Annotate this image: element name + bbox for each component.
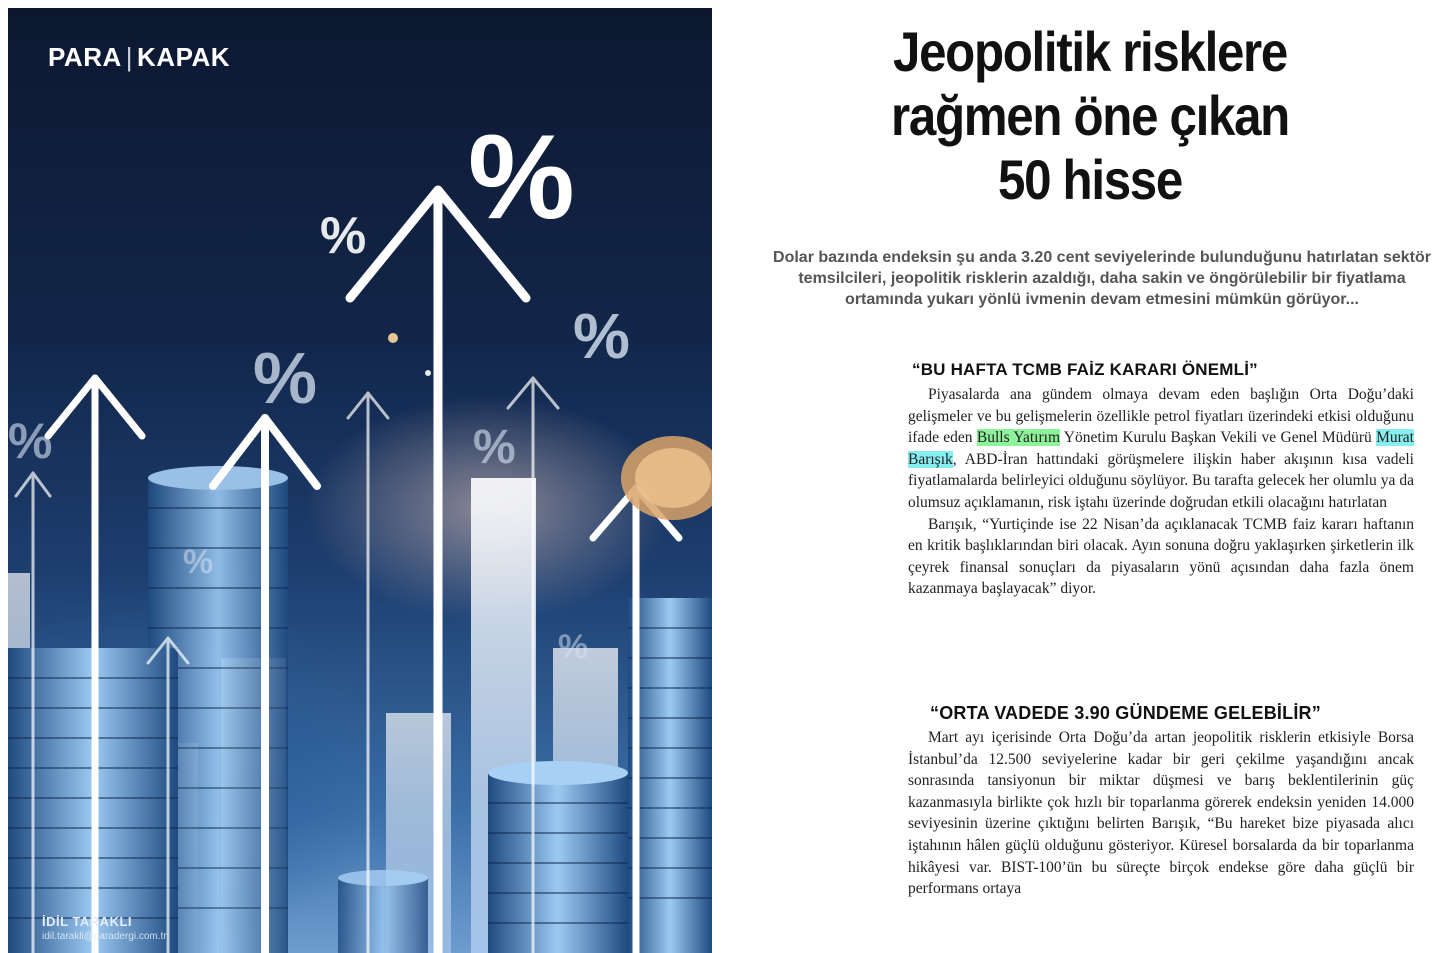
author-email[interactable]: idil.tarakli@paradergi.com.tr <box>42 931 167 942</box>
paragraph-2: Barışık, “Yurtiçinde ise 22 Nisan’da açıklanacak TCMB faiz kararı haftanın en kritik başlıklarından biri olacak. Ayın sonuna doğru yaklaşırken şirketlerin ilk çeyrek finansal sonuçları da piyasaların yönü açısından daha fazla önem kazanmaya başlayacak” diyor. <box>908 515 1414 598</box>
paragraph-3: Mart ayı içerisinde Orta Doğu’da artan jeopolitik risklerin etkisiyle Borsa İstanbul’da 12.500 seviyelerine kadar bir geri çekilme yaşandığını ancak sonrasında tansiyonun bir miktar düşmesi ve barış beklentilerinin güç kazanmasıyla birlikte çok hızlı bir toparlanma görerek endeksin yeniden 14.000 seviyesinin üzerine çıktığını belirten Barışık, “Bu hareket bize piyasada alıcı iştahının hâlen güçlü olduğunu gösteriyor. Küresel borsalarda da bir toparlanma hikâyesi var. BIST-100’ün bu süreçte birçok endekse göre daha güçlü bir performans ortaya <box>908 729 1414 898</box>
percent-icon: % <box>573 300 630 372</box>
lead-paragraph: Dolar bazında endeksin şu anda 3.20 cent seviyelerinde bulunduğunu hatırlatan sektör temsilcileri, jeopolitik risklerin azaldığı, daha sakin ve öngörülebilir bir fiyatlama ortamında yukarı yönlü ivmenin devam etmesini mümkün görüyor... <box>773 249 1431 308</box>
percent-icon: % <box>558 628 589 666</box>
author-name: İDİL TARAKLI <box>42 914 133 929</box>
arrow-up-thin-2 <box>348 393 388 953</box>
percent-icon-large: % <box>468 110 575 244</box>
percent-icon: % <box>253 339 318 419</box>
light-sparkle <box>425 370 431 376</box>
coin-stack-small <box>338 870 428 953</box>
light-sparkle <box>388 333 398 343</box>
percent-icon: % <box>8 413 53 469</box>
body-section-2 <box>908 727 1414 900</box>
headline-line-2: rağmen öne çıkan <box>891 84 1289 147</box>
headline-line-3: 50 hisse <box>998 148 1182 211</box>
highlight-person: Murat Barışık <box>908 429 1414 468</box>
author-block <box>42 914 167 942</box>
section-name-kapak: KAPAK <box>137 42 231 72</box>
paragraph-1: Piyasalarda ana gündem olmaya devam eden başlığın Orta Doğu’daki gelişmeler ve bu gelişmelerin özellikle petrol fiyatları üzerindeki etkisi olduğunu ifade eden Bulls Yatırım Yönetim Kurulu Başkan Vekili ve Genel Müdürü Murat Barışık, ABD-İran hattındaki görüşmelere ilişkin haber akışının kısa vadeli fiyatlamalarda belirleyici olduğunu söylüyor. Bu tarafta gelecek her olumlu ya da olumsuz açıklamanın, risk iştahı üzerinde doğrudan etkili olacağını hatırlatan <box>908 386 1414 511</box>
body-section-1 <box>908 384 1414 600</box>
subheading-1: “BU HAFTA TCMB FAİZ KARARI ÖNEMLİ” <box>912 360 1258 379</box>
headline <box>817 20 1363 212</box>
coin-stack-bottom <box>488 761 628 953</box>
section-separator: | <box>125 42 134 72</box>
highlight-company: Bulls Yatırım <box>976 429 1061 447</box>
percent-icon: % <box>473 421 516 474</box>
percent-icon: % <box>183 543 214 581</box>
percent-icon: % <box>320 207 367 265</box>
subheading-2: “ORTA VADEDE 3.90 GÜNDEME GELEBİLİR” <box>930 703 1321 723</box>
section-label <box>48 42 230 73</box>
cover-illustration <box>8 8 712 953</box>
headline-line-1: Jeopolitik risklere <box>893 20 1287 83</box>
coin-stack-right <box>628 598 712 953</box>
cover-photo <box>8 8 712 953</box>
section-name-para: PARA <box>48 42 122 72</box>
